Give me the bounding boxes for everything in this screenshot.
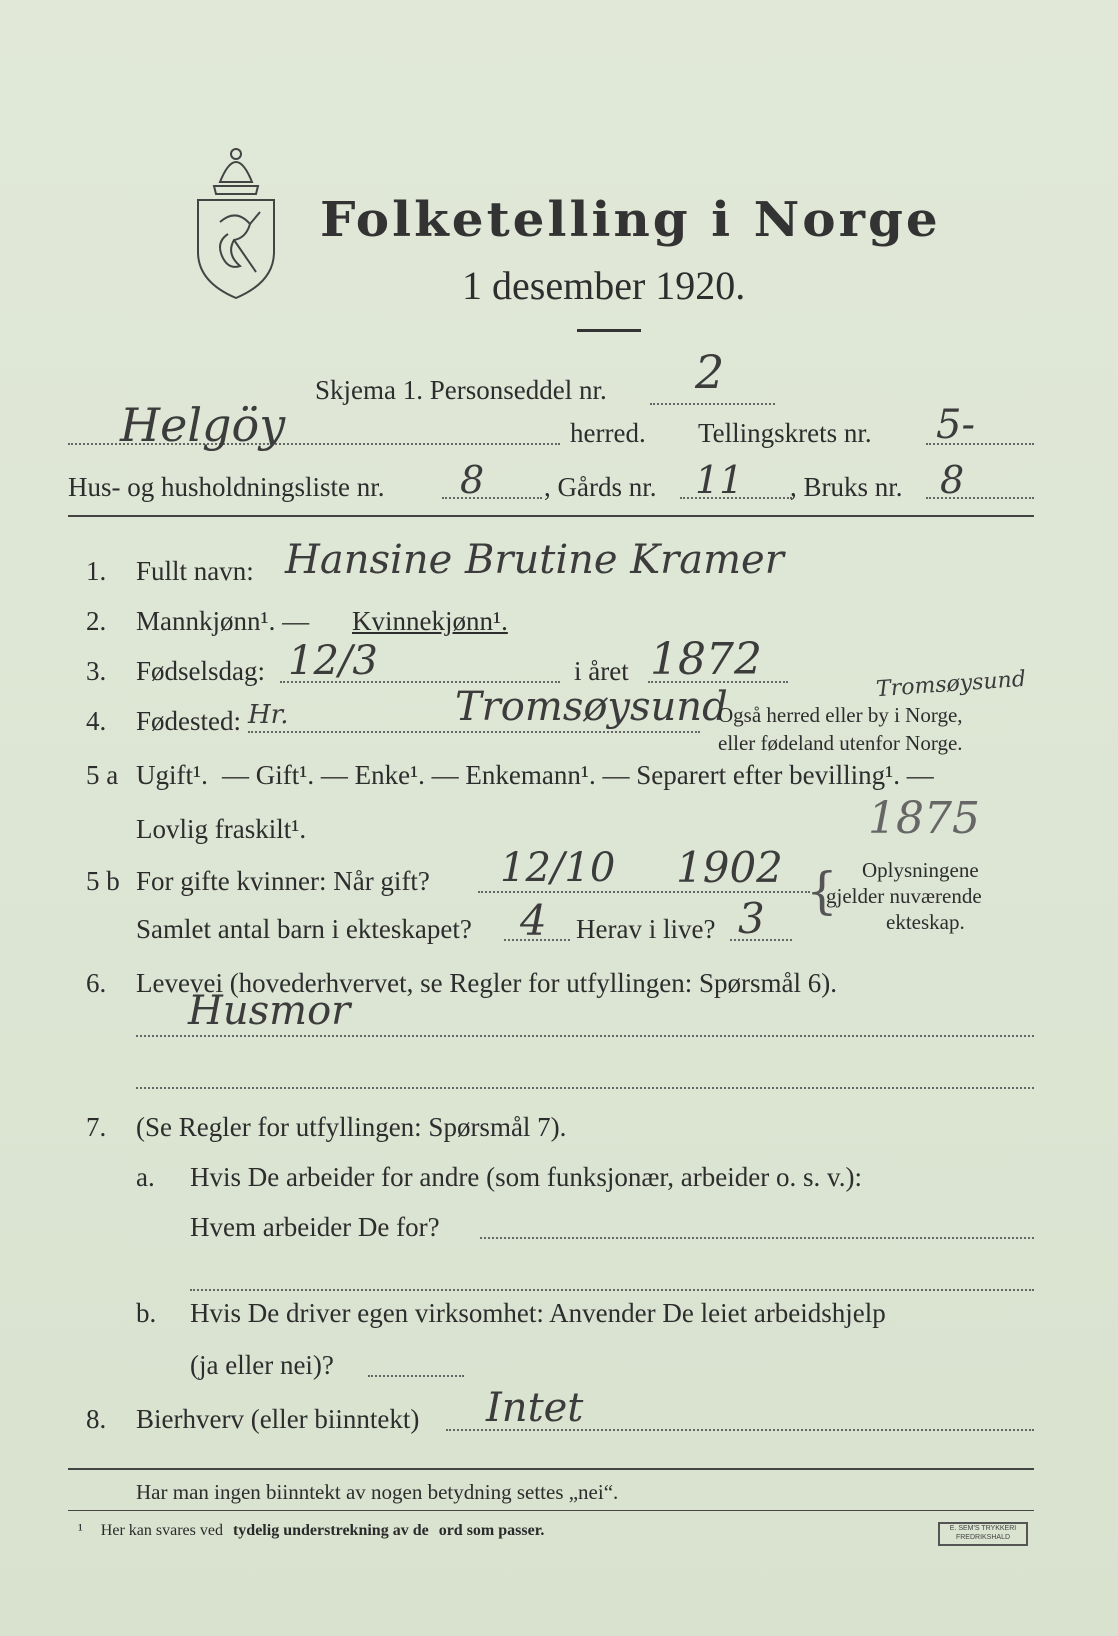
year-label: i året bbox=[574, 656, 629, 686]
married-year[interactable]: 1902 bbox=[676, 843, 783, 892]
footnote-mark: ¹ bbox=[78, 1522, 83, 1539]
birthplace-annotation: Tromsøysund bbox=[875, 666, 1027, 703]
q5b-number: 5 b bbox=[86, 866, 120, 896]
marriage-note-2: gjelder nuværende bbox=[826, 884, 982, 908]
gender-male[interactable]: Mannkjønn¹. — bbox=[136, 606, 310, 636]
header-divider bbox=[68, 515, 1034, 517]
q7b-label: Hvis De driver egen virksomhet: Anvender De leiet arbeidshjelp bbox=[190, 1298, 886, 1328]
marriage-brace: { bbox=[806, 862, 838, 920]
q7-label: (Se Regler for utfyllingen: Spørsmål 7). bbox=[136, 1112, 567, 1142]
form-title: Folketelling i Norge bbox=[320, 191, 941, 248]
birthplace-value[interactable]: Tromsøysund bbox=[455, 684, 728, 730]
birthday-value[interactable]: 12/3 bbox=[288, 638, 378, 684]
herred-label: herred. bbox=[570, 418, 646, 448]
tellingskrets-label: Tellingskrets nr. bbox=[698, 418, 872, 448]
employer-dots[interactable] bbox=[480, 1237, 1034, 1239]
marital-options[interactable]: — Gift¹. — Enke¹. — Enkemann¹. — Separert efter bevilling¹. — bbox=[222, 760, 934, 790]
bruks-value[interactable]: 8 bbox=[940, 458, 965, 502]
skjema-dots bbox=[650, 403, 775, 405]
marriage-note-3: ekteskap. bbox=[886, 910, 965, 934]
q8-label: Bierhverv (eller biinntekt) bbox=[136, 1404, 420, 1434]
q5a-number: 5 a bbox=[86, 760, 119, 790]
gender-female[interactable]: Kvinnekjønn¹. bbox=[352, 606, 508, 636]
footnote bbox=[78, 1522, 544, 1540]
children-label: Samlet antal barn i ekteskapet? bbox=[136, 914, 472, 944]
marital-annotation: 1875 bbox=[868, 793, 980, 844]
footnote-text-a: Her kan svares ved bbox=[100, 1522, 223, 1539]
side-income-value[interactable]: Intet bbox=[486, 1385, 584, 1431]
q1-label: Fullt navn: bbox=[136, 556, 254, 586]
q4-label: Fødested: bbox=[136, 706, 241, 736]
birth-year-value[interactable]: 1872 bbox=[650, 634, 762, 685]
q7b-letter: b. bbox=[136, 1298, 157, 1328]
occupation-value[interactable]: Husmor bbox=[188, 988, 351, 1034]
q3-number: 3. bbox=[86, 656, 107, 686]
footer-divider bbox=[68, 1468, 1034, 1470]
q6-label: Levevei (hovederhvervet, se Regler for utfyllingen: Spørsmål 6). bbox=[136, 968, 838, 998]
herred-value[interactable]: Helgöy bbox=[120, 398, 286, 452]
q7a-sub: Hvem arbeider De for? bbox=[190, 1212, 440, 1242]
q1-number: 1. bbox=[86, 556, 107, 586]
birthplace-dots bbox=[248, 731, 700, 733]
q3-label: Fødselsdag: bbox=[136, 656, 266, 686]
q7a-letter: a. bbox=[136, 1162, 155, 1192]
birthplace-note-1: Også herred eller by i Norge, bbox=[718, 703, 963, 727]
q5b-label: For gifte kvinner: Når gift? bbox=[136, 866, 430, 896]
footer-note: Har man ingen biinntekt av nogen betydning settes „nei“. bbox=[136, 1480, 619, 1504]
skjema-label: Skjema 1. Personseddel nr. bbox=[315, 375, 607, 405]
q6-number: 6. bbox=[86, 968, 107, 998]
personseddel-number[interactable]: 2 bbox=[695, 345, 725, 399]
printer-stamp: E. SEM'S TRYKKERI FREDRIKSHALD bbox=[938, 1522, 1028, 1546]
q2-number: 2. bbox=[86, 606, 107, 636]
gards-value[interactable]: 11 bbox=[695, 458, 744, 502]
married-date[interactable]: 12/10 bbox=[500, 845, 616, 891]
coat-of-arms-icon bbox=[190, 142, 282, 302]
occupation-dots-1 bbox=[136, 1035, 1034, 1037]
census-date: 1 desember 1920. bbox=[462, 263, 746, 308]
gards-label: , Gårds nr. bbox=[544, 472, 657, 502]
footnote-text-c: ord som passer. bbox=[438, 1522, 545, 1539]
birthplace-prefix: Hr. bbox=[248, 700, 289, 730]
occupation-dots-2 bbox=[136, 1087, 1034, 1089]
husliste-label: Hus- og husholdningsliste nr. bbox=[68, 472, 385, 502]
q7b-sub: (ja eller nei)? bbox=[190, 1350, 334, 1380]
tellingskrets-value[interactable]: 5- bbox=[936, 402, 975, 448]
bruks-label: , Bruks nr. bbox=[790, 472, 903, 502]
husliste-dots bbox=[442, 497, 542, 499]
q7-number: 7. bbox=[86, 1112, 107, 1142]
birthplace-note-2: eller fødeland utenfor Norge. bbox=[718, 731, 963, 755]
marital-ugift[interactable]: Ugift¹. bbox=[136, 760, 208, 790]
hired-help-dots[interactable] bbox=[368, 1375, 464, 1377]
q8-number: 8. bbox=[86, 1404, 107, 1434]
children-value[interactable]: 4 bbox=[520, 896, 547, 945]
title-divider bbox=[577, 329, 641, 332]
marital-fraskilt[interactable]: Lovlig fraskilt¹. bbox=[136, 814, 307, 844]
footnote-divider bbox=[68, 1510, 1034, 1511]
alive-label: Herav i live? bbox=[576, 914, 716, 944]
husliste-value[interactable]: 8 bbox=[460, 458, 485, 502]
q7a-label: Hvis De arbeider for andre (som funksjonær, arbeider o. s. v.): bbox=[190, 1162, 862, 1192]
full-name-value[interactable]: Hansine Brutine Kramer bbox=[285, 537, 784, 583]
employer-dots-2[interactable] bbox=[190, 1289, 1034, 1291]
marriage-note-1: Oplysningene bbox=[862, 858, 979, 882]
q4-number: 4. bbox=[86, 706, 107, 736]
alive-value[interactable]: 3 bbox=[738, 894, 765, 943]
footnote-text-b: tydelig understrekning av de bbox=[232, 1522, 429, 1539]
